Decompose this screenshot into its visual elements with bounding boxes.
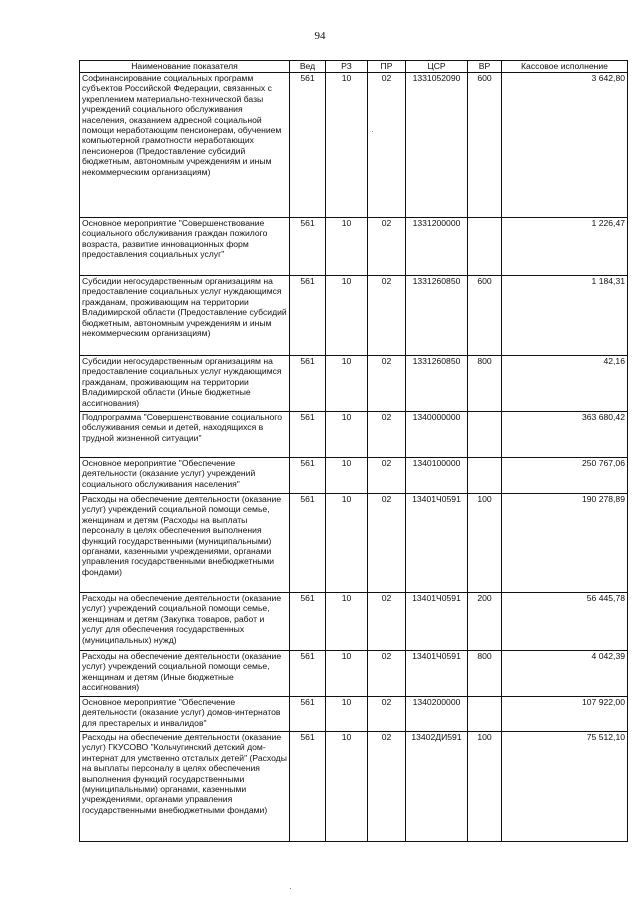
row-vr (468, 218, 502, 276)
row-name: Расходы на обеспечение деятельности (оказание услуг) ГКУСОВО "Кольчугинский детский дом-интернат для умственно отсталых детей" (Расходы на выплаты персоналу в целях обеспечения выполнения функций государственными (муниципальными) органами, казенными учреждениями, органами управления государственными внебюджетными фондами) (80, 732, 290, 842)
row-amount: 1 184,31 (502, 276, 628, 356)
row-name: Подпрограмма "Совершенствование социального обслуживания семьи и детей, находящихся в трудной жизненной ситуации" (80, 412, 290, 458)
row-vr: 800 (468, 651, 502, 697)
row-vr: 200 (468, 593, 502, 651)
row-vr: 600 (468, 276, 502, 356)
row-name: Субсидии негосударственным организациям на предоставление социальных услуг нуждающимся гражданам, проживающим на территории Владимирской области (Предоставление субсидий бюджетным, автономным учреждениям и иным некоммерческим организациям) (80, 276, 290, 356)
row-pr: 02 (368, 651, 406, 697)
row-vr (468, 412, 502, 458)
row-csr: 1340100000 (406, 458, 468, 494)
row-rz: 10 (326, 697, 368, 732)
row-vr: 100 (468, 732, 502, 842)
row-rz: 10 (326, 732, 368, 842)
row-pr: 02 (368, 697, 406, 732)
row-vr: 600 (468, 73, 502, 218)
row-pr: 02 (368, 218, 406, 276)
column-header-pr: ПР (368, 61, 406, 73)
table-row (80, 651, 628, 697)
table-row (80, 73, 628, 218)
table-row (80, 593, 628, 651)
table-row (80, 494, 628, 593)
row-pr: 02 (368, 593, 406, 651)
table-row (80, 697, 628, 732)
row-ved: 561 (290, 458, 326, 494)
row-pr: 02 (368, 494, 406, 593)
row-rz: 10 (326, 593, 368, 651)
row-ved: 561 (290, 651, 326, 697)
row-rz: 10 (326, 412, 368, 458)
row-rz: 10 (326, 356, 368, 412)
row-csr: 1340200000 (406, 697, 468, 732)
row-ved: 561 (290, 732, 326, 842)
row-rz: 10 (326, 218, 368, 276)
row-ved: 561 (290, 412, 326, 458)
scan-speck (290, 888, 291, 889)
page-number: 94 (314, 30, 326, 42)
row-vr (468, 697, 502, 732)
row-csr: 13402ДИ591 (406, 732, 468, 842)
row-name: Основное мероприятие "Обеспечение деятельности (оказание услуг) учреждений социального обслуживания населения" (80, 458, 290, 494)
row-vr: 800 (468, 356, 502, 412)
column-header-name: Наименование показателя (80, 61, 290, 73)
row-ved: 561 (290, 697, 326, 732)
row-name: Софинансирование социальных программ субъектов Российской Федерации, связанных с укреплением материально-технической базы учреждений социального обслуживания населения, оказанием адресной социальной помощи неработающим пенсионерам, обучением компьютерной грамотности неработающих пенсионеров (Предоставление субсидий бюджетным, автономным учреждениям и иным некоммерческим организациям) (80, 73, 290, 218)
column-header-amount: Кассовое исполнение (502, 61, 628, 73)
row-rz: 10 (326, 458, 368, 494)
row-vr: 100 (468, 494, 502, 593)
row-ved: 561 (290, 276, 326, 356)
row-name: Расходы на обеспечение деятельности (оказание услуг) учреждений социальной помощи семье, женщинам и детям (Закупка товаров, работ и услуг для обеспечения государственных (муниципальных) нужд) (80, 593, 290, 651)
row-pr: 02 (368, 732, 406, 842)
table-header-row (80, 61, 628, 73)
row-pr: 02 (368, 73, 406, 218)
row-amount: 3 642,80 (502, 73, 628, 218)
column-header-vr: ВР (468, 61, 502, 73)
row-rz: 10 (326, 651, 368, 697)
column-header-rz: РЗ (326, 61, 368, 73)
row-csr: 1331200000 (406, 218, 468, 276)
row-rz: 10 (326, 73, 368, 218)
row-csr: 1331260850 (406, 356, 468, 412)
table-row (80, 732, 628, 842)
row-amount: 250 767,06 (502, 458, 628, 494)
row-name: Расходы на обеспечение деятельности (оказание услуг) учреждений социальной помощи семье, женщинам и детям (Расходы на выплаты персоналу в целях обеспечения выполнения функций государственными (муниципальными) органами, казенными учреждениями, органами управления государственными внебюджетными фондами) (80, 494, 290, 593)
budget-execution-table (79, 60, 628, 842)
row-pr: 02 (368, 458, 406, 494)
column-header-ved: Вед (290, 61, 326, 73)
row-amount: 190 278,89 (502, 494, 628, 593)
row-amount: 1 226,47 (502, 218, 628, 276)
row-amount: 56 445,78 (502, 593, 628, 651)
table-row (80, 458, 628, 494)
row-rz: 10 (326, 276, 368, 356)
row-amount: 107 922,00 (502, 697, 628, 732)
table-row (80, 412, 628, 458)
row-csr: 1340000000 (406, 412, 468, 458)
row-name: Расходы на обеспечение деятельности (оказание услуг) учреждений социальной помощи семье, женщинам и детям (Иные бюджетные ассигнования) (80, 651, 290, 697)
row-name: Основное мероприятие "Совершенствование социального обслуживания граждан пожилого возраста, развитие инновационных форм предоставления социальных услуг" (80, 218, 290, 276)
row-csr: 1331260850 (406, 276, 468, 356)
row-name: Субсидии негосударственным организациям на предоставление социальных услуг нуждающимся гражданам, проживающим на территории Владимирской области (Иные бюджетные ассигнования) (80, 356, 290, 412)
row-pr: 02 (368, 412, 406, 458)
row-ved: 561 (290, 73, 326, 218)
row-ved: 561 (290, 494, 326, 593)
column-header-csr: ЦСР (406, 61, 468, 73)
row-csr: 13401Ч0591 (406, 494, 468, 593)
row-ved: 561 (290, 593, 326, 651)
row-pr: 02 (368, 356, 406, 412)
scan-speck (372, 131, 373, 132)
row-vr (468, 458, 502, 494)
row-pr: 02 (368, 276, 406, 356)
table-row (80, 218, 628, 276)
table-row (80, 356, 628, 412)
row-amount: 75 512,10 (502, 732, 628, 842)
row-amount: 42,16 (502, 356, 628, 412)
table-row (80, 276, 628, 356)
row-name: Основное мероприятие "Обеспечение деятельности (оказание услуг) домов-интернатов для престарелых и инвалидов" (80, 697, 290, 732)
row-amount: 363 680,42 (502, 412, 628, 458)
row-ved: 561 (290, 218, 326, 276)
row-csr: 13401Ч0591 (406, 651, 468, 697)
row-csr: 13401Ч0591 (406, 593, 468, 651)
row-amount: 4 042,39 (502, 651, 628, 697)
row-rz: 10 (326, 494, 368, 593)
row-csr: 1331052090 (406, 73, 468, 218)
row-ved: 561 (290, 356, 326, 412)
